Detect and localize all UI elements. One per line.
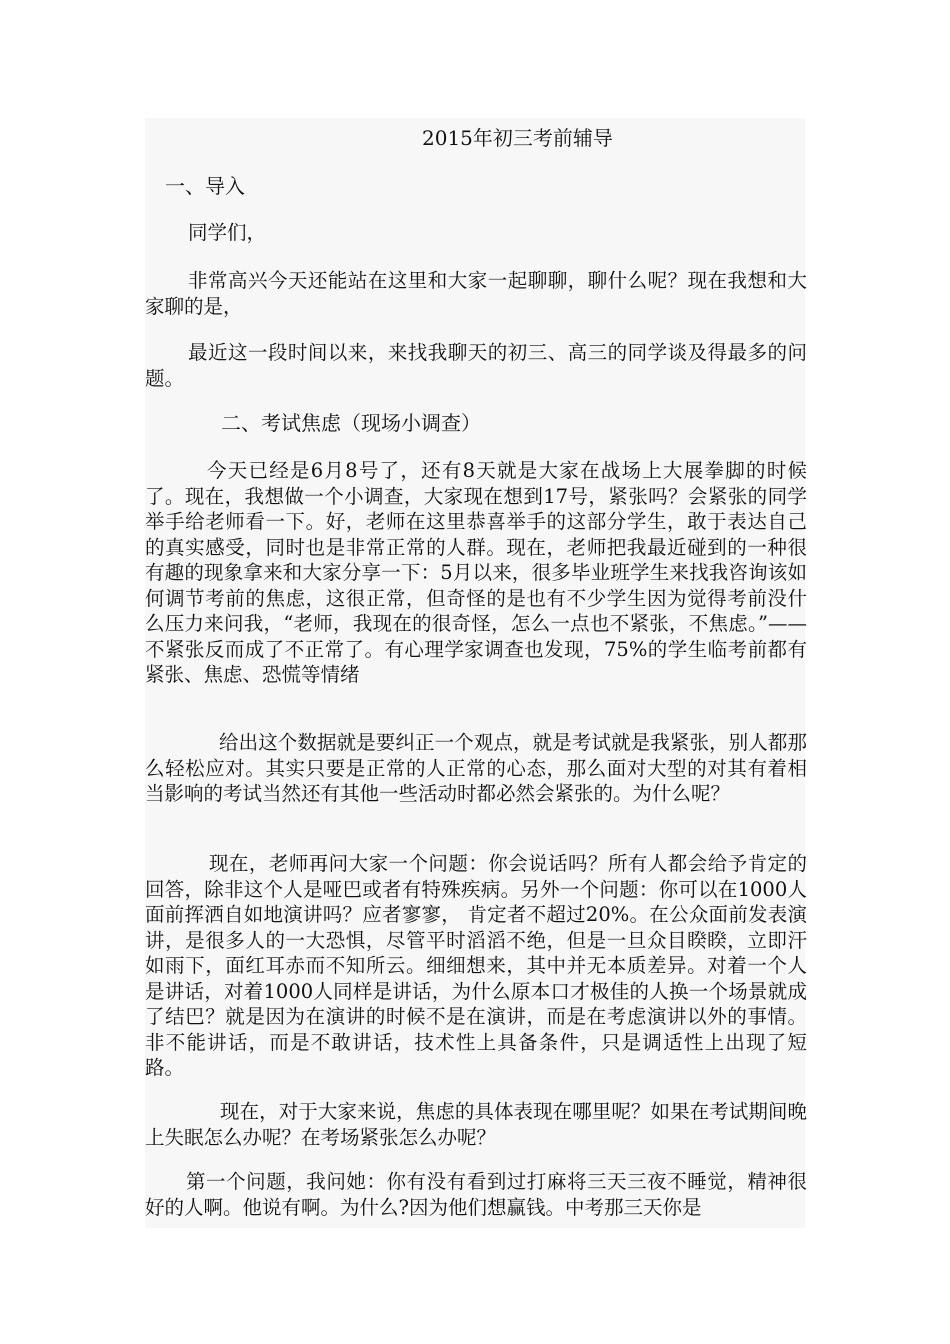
section-heading-anxiety: 二、考试焦虑（现场小调查） (221, 411, 481, 435)
intro-paragraph-2: 最近这一段时间以来，来找我聊天的初三、高三的同学谈及得最多的问题。 (145, 341, 807, 390)
section-heading-intro: 一、导入 (165, 174, 245, 198)
document-title: 2015年初三考前辅导 (422, 126, 613, 150)
body-paragraph-1: 今天已经是6月8号了，还有8天就是大家在战场上大展拳脚的时候了。现在，我想做一个小调查，大家现在想到17号，紧张吗？会紧张的同学举手给老师看一下。好，老师在这里恭喜举手的这部分学生，敢于表达自己的真实感受，同时也是非常正常的人群。现在，老师把我最近碰到的一种很有趣的现象拿来和大家分享一下：5月以来，很多毕业班学生来找我咨询该如何调节考前的焦虑，这很正常，但奇怪的是也有不少学生因为觉得考前没什么压力来问我，“老师，我现在的很奇怪，怎么一点也不紧张，不焦虑。”——不紧张反而成了不正常了。有心理学家调查也发现，75%的学生临考前都有紧张、焦虑、恐慌等情绪 (145, 459, 807, 686)
intro-paragraph-1: 非常高兴今天还能站在这里和大家一起聊聊，聊什么呢？现在我想和大家聊的是， (145, 269, 807, 318)
body-paragraph-3: 现在，老师再问大家一个问题：你会说话吗？所有人都会给予肯定的回答，除非这个人是哑巴或者有特殊疾病。另外一个问题：你可以在1000人面前挥洒自如地演讲吗？应者寥寥， 肯定者不超过20%。在公众面前发表演讲，是很多人的一大恐惧，尽管平时滔滔不绝，但是一旦众目睽睽，立即汗如雨下，面红耳赤而不知所云。细细想来，其中并无本质差异。对着一个人是讲话，对着1000人同样是讲话，为什么原本口才极佳的人换一个场景就成了结巴？就是因为在演讲的时候不是在演讲，而是在考虑演讲以外的事情。非不能讲话，而是不敢讲话，技术性上具备条件，只是调适性上出现了短路。 (145, 852, 807, 1079)
greeting-paragraph: 同学们， (188, 221, 267, 244)
body-paragraph-4: 现在，对于大家来说，焦虑的具体表现在哪里呢？如果在考试期间晚上失眠怎么办呢？在考场紧张怎么办呢？ (145, 1100, 807, 1149)
body-paragraph-2: 给出这个数据就是要纠正一个观点，就是考试就是我紧张，别人都那么轻松应对。其实只要是正常的人正常的心态，那么面对大型的对其有着相当影响的考试当然还有其他一些活动时都必然会紧张的。为什么呢？ (145, 731, 807, 805)
body-paragraph-5: 第一个问题，我问她：你有没有看到过打麻将三天三夜不睡觉，精神很好的人啊。他说有啊。为什么?因为他们想赢钱。中考那三天你是 (145, 1170, 807, 1219)
